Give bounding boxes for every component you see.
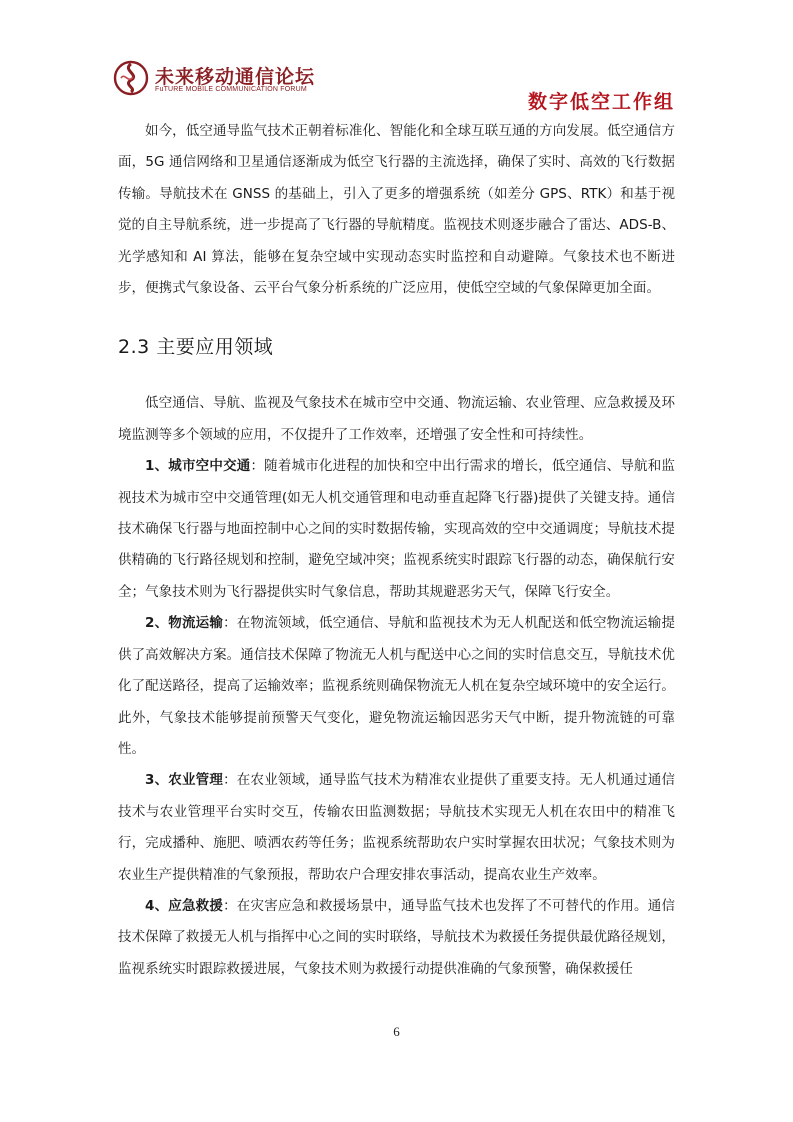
item-text: ：在物流领域，低空通信、导航和监视技术为无人机配送和低空物流运输提供了高效解决方案。通信技术保障了物流无人机与配送中心之间的实时信息交互，导航技术优化了配送路径，提高了运输效率；监视系统则确保物流无人机在复杂空域环境中的安全运行。此外，气象技术能够提前预警天气变化，避免物流运输因恶劣天气中断，提升物流链的可靠性。	[118, 615, 675, 757]
application-item	[118, 451, 675, 608]
working-group-name: 数字低空工作组	[527, 91, 675, 113]
item-lead: 2、物流运输	[145, 615, 224, 632]
page-header	[0, 0, 793, 120]
section-title: 2.3 主要应用领域	[118, 336, 274, 359]
forum-logo-icon	[113, 60, 149, 96]
item-lead: 1、城市空中交通	[145, 458, 251, 475]
page-number: 6	[393, 1024, 400, 1039]
section-intro-paragraph: 低空通信、导航、监视及气象技术在城市空中交通、物流运输、农业管理、应急救援及环境监测等多个领域的应用，不仅提升了工作效率，还增强了安全性和可持续性。	[118, 395, 675, 443]
application-item	[118, 765, 675, 891]
document-body	[118, 116, 675, 985]
logo-english-name: FuTURE MOBILE COMMUNICATION FORUM	[155, 86, 307, 93]
application-item	[118, 608, 675, 765]
item-text: ：在农业领域，通导监气技术为精准农业提供了重要支持。无人机通过通信技术与农业管理平台实时交互，传输农田监测数据；导航技术实现无人机在农田中的精准飞行，完成播种、施肥、喷洒农药等任务；监视系统帮助农户实时掌握农田状况；气象技术则为农业生产提供精准的气象预报，帮助农户合理安排农事活动，提高农业生产效率。	[118, 772, 675, 883]
item-text: ：随着城市化进程的加快和空中出行需求的增长，低空通信、导航和监视技术为城市空中交通管理(如无人机交通管理和电动垂直起降飞行器)提供了关键支持。通信技术确保飞行器与地面控制中心之间的实时数据传输，实现高效的空中交通调度；导航技术提供精确的飞行路径规划和控制，避免空域冲突；监视系统实时跟踪飞行器的动态，确保航行安全；气象技术则为飞行器提供实时气象信息，帮助其规避恶劣天气，保障飞行安全。	[118, 458, 675, 600]
logo-chinese-name: 未来移动通信论坛	[155, 66, 316, 88]
intro-paragraph: 如今，低空通导监气技术正朝着标准化、智能化和全球互联互通的方向发展。低空通信方面，5G 通信网络和卫星通信逐渐成为低空飞行器的主流选择，确保了实时、高效的飞行数据传输。导航技术在 GNSS 的基础上，引入了更多的增强系统（如差分 GPS、RTK）和基于视觉的自主导航系统，进一步提高了飞行器的导航精度。监视技术则逐步融合了雷达、ADS-B、光学感知和 AI 算法，能够在复杂空域中实现动态实时监控和自动避障。气象技术也不断进步，便携式气象设备、云平台气象分析系统的广泛应用，使低空空域的气象保障更加全面。	[118, 123, 675, 297]
item-text: ：在灾害应急和救援场景中，通导监气技术也发挥了不可替代的作用。通信技术保障了救援无人机与指挥中心之间的实时联络，导航技术为救援任务提供最优路径规划，监视系统实时跟踪救援进展，气象技术则为救援行动提供准确的气象预警，确保救援任	[118, 897, 675, 977]
item-lead: 4、应急救援	[145, 897, 224, 914]
item-lead: 3、农业管理	[145, 772, 224, 789]
application-item	[118, 891, 675, 985]
